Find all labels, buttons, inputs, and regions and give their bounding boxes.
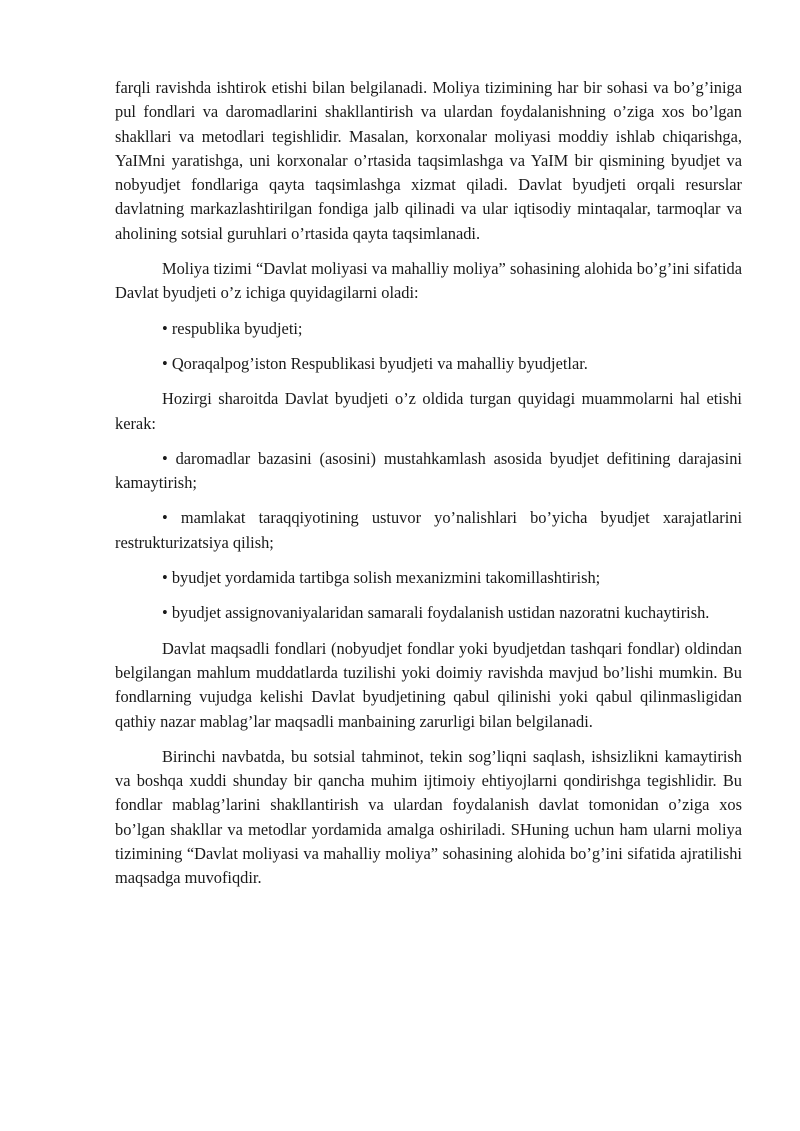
paragraph-intro-continuation: farqli ravishda ishtirok etishi bilan belgilanadi. Moliya tizimining har bir sohasi va bo’g’iniga pul fondlari va daromadlarini shakllantirish va ulardan foydalanishning o’ziga xos bo’lgan shakllari va metodlari tegishlidir. Masalan, korxonalar moliyasi moddiy ishlab chiqarishga, YaIMni yaratishga, uni korxonalar o’rtasida taqsimlashga va YaIM bir qismining byudjet va nobyudjet fondlariga qayta taqsimlashga xizmat qiladi. Davlat byudjeti orqali resurslar davlatning markazlashtirilgan fondiga jalb qilinadi va ular iqtisodiy mintaqalar, tarmoqlar va aholining sotsial guruhlari o’rtasida qayta taqsimlanadi. [115, 78, 742, 243]
list-item-regulation-mechanism: • byudjet yordamida tartibga solish mexanizmini takomillashtirish; [162, 568, 601, 588]
list-item-deficit-reduction: • daromadlar bazasini (asosini) mustahkamlash asosida byudjet defitining darajasini kamaytirish; [115, 448, 742, 493]
paragraph-state-budget-composition: Moliya tizimi “Davlat moliyasi va mahalliy moliya” sohasining alohida bo’g’ini sifatida Davlat byudjeti o’z ichiga quyidagilarni oladi: [115, 259, 742, 303]
paragraph-social-needs: Birinchi navbatda, bu sotsial tahminot, tekin sog’liqni saqlash, ishsizlikni kamaytirish va boshqa xuddi shunday bir qancha muhim ijtimoiy ehtiyojlarni qondirishga tegishlidir. Bu fondlar mablag’larini shakllantirish va ulardan foydalanish davlat tomonidan o’ziga xos bo’lgan shakllar va metodlar yordamida amalga oshiriladi. SHuning uchun ham ularni moliya tizimining “Davlat moliyasi va mahalliy moliya” sohasining alohida bo’g’ini sifatida ajratilishi maqsadga muvofiqdir. [115, 746, 742, 888]
list-item-control-strengthening: • byudjet assignovaniyalaridan samarali foydalanish ustidan nazoratni kuchaytirish. [162, 603, 710, 623]
paragraph-target-funds: Davlat maqsadli fondlari (nobyudjet fondlar yoki byudjetdan tashqari fondlar) oldindan belgilangan mahlum muddatlarda tuzilishi yoki doimiy ravishda mavjud bo’lishi mumkin. Bu fondlarning vujudga kelishi Davlat byudjetining qabul qilinishi yoki qabul qilinmasligidan qathiy nazar mablag’lar maqsadli manbaining zarurligi bilan belgilanadi. [115, 638, 742, 731]
paragraph-budget-tasks: Hozirgi sharoitda Davlat byudjeti o’z oldida turgan quyidagi muammolarni hal etishi kerak: [115, 389, 742, 433]
document-page [115, 76, 742, 891]
list-item-republic-budget: • respublika byudjeti; [162, 318, 303, 338]
list-item-karakalpakstan-budget: • Qoraqalpog’iston Respublikasi byudjeti va mahalliy byudjetlar. [162, 353, 588, 373]
list-item-expense-restructuring: • mamlakat taraqqiyotining ustuvor yo’nalishlari bo’yicha byudjet xarajatlarini restrukturizatsiya qilish; [115, 508, 742, 552]
